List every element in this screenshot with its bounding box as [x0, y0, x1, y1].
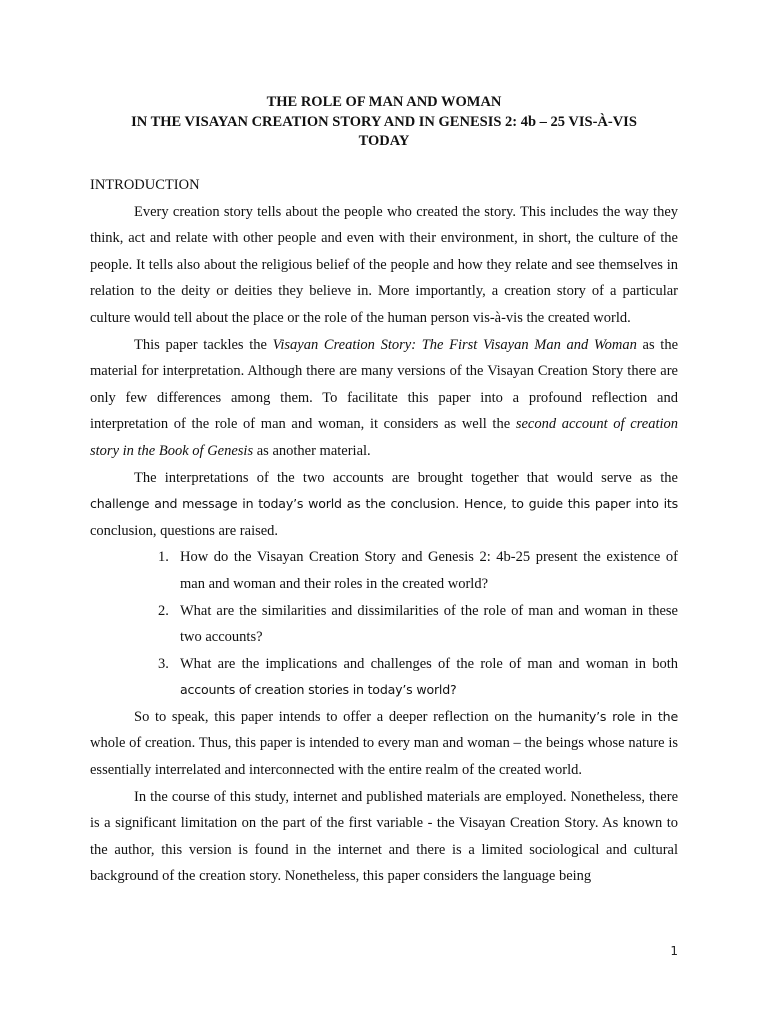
genesis-account-title: second account of creation story in the Book of Genesis	[90, 416, 678, 459]
list-item-number: 1.	[158, 549, 169, 566]
paragraph-4-alt-font-text: humanity’s role in the	[537, 708, 678, 724]
page-number: 1	[670, 944, 678, 958]
research-questions-list	[90, 544, 678, 704]
title-line-1: THE ROLE OF MAN AND WOMAN	[266, 94, 502, 110]
list-item-text: What are the implications and challenges of the role of man and woman in both	[180, 655, 678, 672]
list-item-text: How do the Visayan Creation Story and Genesis 2: 4b-25 present the existence of man and woman and their roles in the created world?	[180, 549, 678, 592]
paragraph-3	[90, 465, 678, 545]
paragraph-4	[90, 704, 678, 784]
paragraph-1: Every creation story tells about the people who created the story. This includes the way they think, act and relate with other people and even with their environment, in short, the culture of the people. It tells also about the religious belief of the people and how they relate and see themselves in relation to the deity or deities they believe in. More importantly, a creation story of a particular culture would tell about the place or the role of the human person vis-à-vis the created world.	[90, 203, 678, 326]
title-line-3: TODAY	[358, 133, 410, 149]
document-title	[90, 93, 678, 152]
paragraph-2	[90, 332, 678, 465]
list-item	[90, 651, 678, 704]
paragraph-2-text-c: as another material.	[253, 442, 371, 459]
list-item	[90, 598, 678, 651]
list-item-text: What are the similarities and dissimilarities of the role of man and woman in these two accounts?	[180, 602, 678, 646]
visayan-story-title: Visayan Creation Story: The First Visayan Man and Woman	[272, 336, 637, 353]
list-item	[90, 544, 678, 597]
title-line-2: IN THE VISAYAN CREATION STORY AND IN GENESIS 2: 4b – 25 VIS-À-VIS	[131, 113, 637, 130]
paragraph-4-text-a: So to speak, this paper intends to offer a deeper reflection on the	[134, 708, 538, 725]
paragraph-2-text-a: This paper tackles the	[134, 336, 273, 353]
paragraph-5: In the course of this study, internet and published materials are employed. Nonetheless, there is a significant limitation on the part of the first variable - the Visayan Creation Story. As known to the author, this version is found in the internet and there is a limited sociological and cultural background of the creation story. Nonetheless, this paper considers the language being	[90, 788, 678, 885]
paragraph-3-text-b: conclusion, questions are raised.	[90, 522, 279, 539]
paragraph-2-text-b: as the material for interpretation. Although there are many versions of the Visayan Creation Story there are only few differences among them. To facilitate this paper into a profound reflection and interpretation of the role of man and woman, it considers as well the	[90, 336, 679, 433]
paragraph-3-text-a: The interpretations of the two accounts are brought together that would serve as the	[134, 469, 678, 486]
paragraph-3-alt-font-text: challenge and message in today’s world as the conclusion. Hence, to guide this paper into its	[90, 496, 678, 512]
list-item-number: 3.	[158, 655, 169, 672]
document-body	[90, 172, 678, 890]
list-item-alt-font-text: accounts of creation stories in today’s world?	[180, 682, 457, 698]
list-item-number: 2.	[158, 602, 169, 619]
paragraph-4-text-b: whole of creation. Thus, this paper is intended to every man and woman – the beings whose nature is essentially interrelated and interconnected with the entire realm of the created world.	[90, 735, 678, 779]
section-heading-introduction: INTRODUCTION	[90, 177, 200, 193]
